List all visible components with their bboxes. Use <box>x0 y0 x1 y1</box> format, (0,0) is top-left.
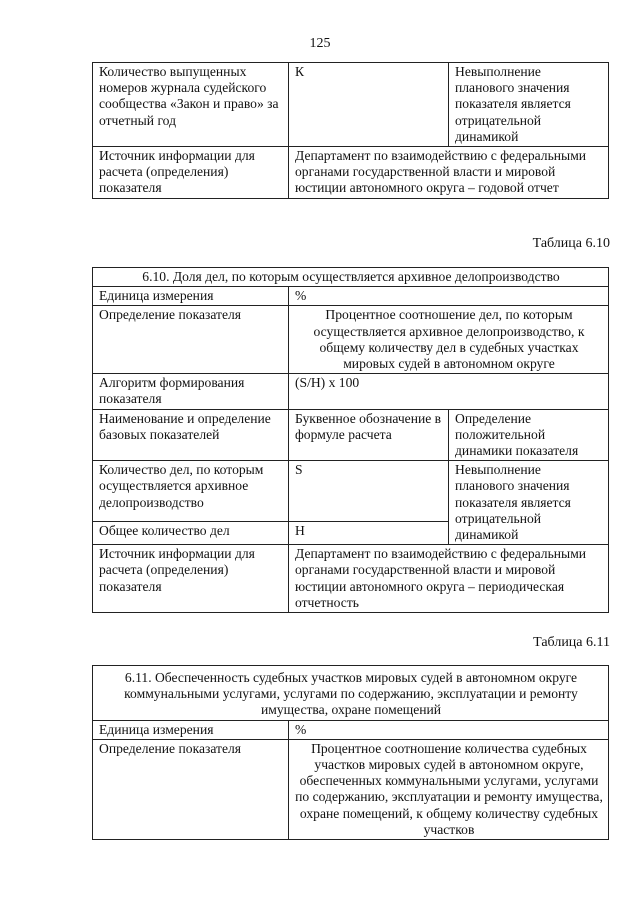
base-indicator-name: Общее количество дел <box>93 522 289 545</box>
positive-dynamics-definition: Невыполнение планового значения показателя является отрицательной динамикой <box>449 461 609 545</box>
algorithm-value: (S/H) x 100 <box>289 374 609 409</box>
table-title: 6.10. Доля дел, по которым осуществляется архивное делопроизводство <box>93 268 609 287</box>
definition-value: Процентное соотношение дел, по которым осуществляется архивное делопроизводство, к общему количеству дел в судебных участках мировых судей в автономном округе <box>289 306 609 374</box>
table-row <box>93 545 609 613</box>
table-caption: Таблица 6.10 <box>532 236 610 251</box>
algorithm-label: Алгоритм формирования показателя <box>93 374 289 409</box>
unit-label: Единица измерения <box>93 287 289 306</box>
page-number: 125 <box>309 36 331 51</box>
table-title: 6.11. Обеспеченность судебных участков мировых судей в автономном округе коммунальными услугами, услугами по содержанию, эксплуатации и ремонту имущества, охране помещений <box>93 666 609 721</box>
table-row <box>93 306 609 374</box>
unit-value: % <box>289 720 609 739</box>
definition-value: Процентное соотношение количества судебных участков мировых судей в автономном округе, обеспеченных коммунальными услугами, услугами по содержанию, эксплуатации и ремонту имущества, охране помещений, к общему количеству судебных участков <box>289 739 609 839</box>
indicator-table-continued <box>92 62 609 199</box>
table-row <box>93 63 609 147</box>
table-row <box>93 287 609 306</box>
table-caption: Таблица 6.11 <box>533 635 610 650</box>
table-row <box>93 374 609 409</box>
base-indicator-name: Количество выпущенных номеров журнала судейского сообщества «Закон и право» за отчетный год <box>93 63 289 147</box>
unit-label: Единица измерения <box>93 720 289 739</box>
indicator-table-6-10 <box>92 267 609 613</box>
letter-header: Буквенное обозначение в формуле расчета <box>289 409 449 461</box>
base-indicator-letter: К <box>289 63 449 147</box>
table-row <box>93 409 609 461</box>
source-label: Источник информации для расчета (определения) показателя <box>93 147 289 199</box>
definition-label: Определение показателя <box>93 739 289 839</box>
definition-label: Определение показателя <box>93 306 289 374</box>
table-row <box>93 720 609 739</box>
source-value: Департамент по взаимодействию с федеральными органами государственной власти и мировой юстиции автономного округа – периодическая отчетность <box>289 545 609 613</box>
table-row <box>93 147 609 199</box>
source-label: Источник информации для расчета (определения) показателя <box>93 545 289 613</box>
dynamics-header: Определение положительной динамики показателя <box>449 409 609 461</box>
source-value: Департамент по взаимодействию с федеральными органами государственной власти и мировой юстиции автономного округа – годовой отчет <box>289 147 609 199</box>
base-indicator-letter: Н <box>289 522 449 545</box>
indicator-table-6-11 <box>92 665 609 840</box>
table-row <box>93 461 609 522</box>
table-row <box>93 666 609 721</box>
positive-dynamics-definition: Невыполнение планового значения показателя является отрицательной динамикой <box>449 63 609 147</box>
base-indicator-letter: S <box>289 461 449 522</box>
table-row <box>93 268 609 287</box>
base-indicators-label: Наименование и определение базовых показателей <box>93 409 289 461</box>
table-row <box>93 739 609 839</box>
base-indicator-name: Количество дел, по которым осуществляется архивное делопроизводство <box>93 461 289 522</box>
unit-value: % <box>289 287 609 306</box>
